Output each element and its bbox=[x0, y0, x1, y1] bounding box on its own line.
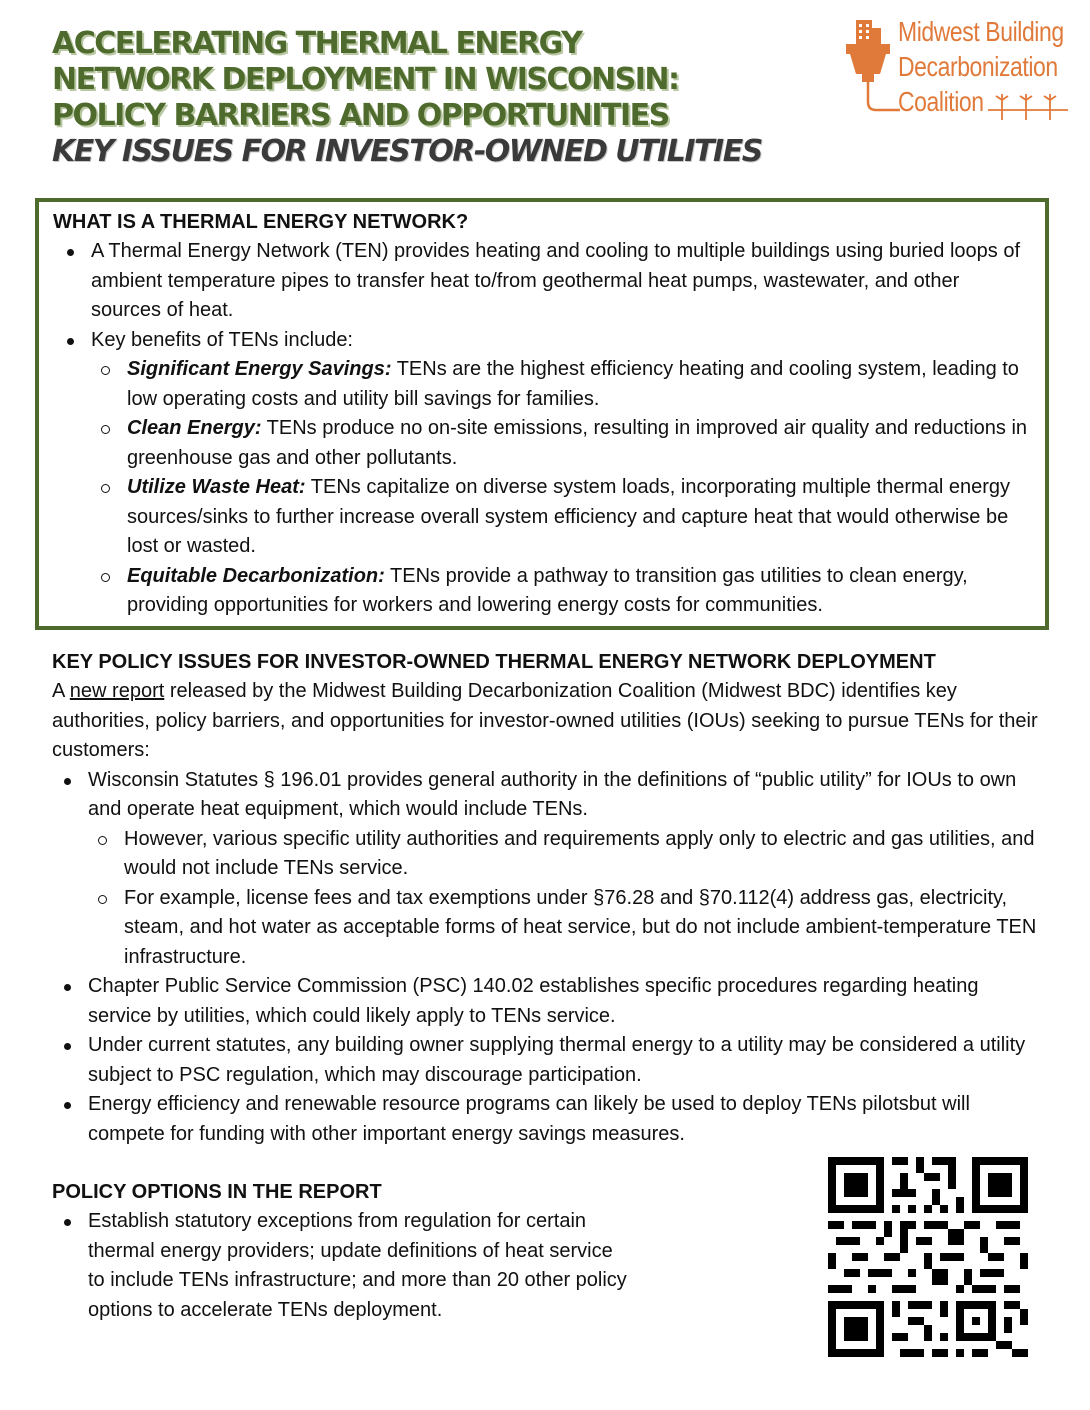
list-item: Wisconsin Statutes § 196.01 provides general authority in the definitions of “public utility” for IOUs to own and operate heat equipment, which would include TENs. bbox=[52, 766, 1047, 825]
list-item: Energy efficiency and renewable resource programs can likely be used to deploy TENs pilotsbut will compete for funding with other important energy savings measures. bbox=[52, 1090, 1047, 1149]
benefit-item bbox=[53, 473, 1031, 562]
logo-line-1: Midwest Building bbox=[898, 16, 1064, 47]
list-item: Under current statutes, any building owner supplying thermal energy to a utility may be considered a utility subject to PSC regulation, which may discourage participation. bbox=[52, 1031, 1047, 1090]
qr-code-icon[interactable] bbox=[828, 1157, 1028, 1357]
policy-issues-intro: A new report released by the Midwest Building Decarbonization Coalition (Midwest BDC) identifies key authorities, policy barriers, and opportunities for investor-owned utilities (IOUs) seeking to pursue TENs for their customers: bbox=[52, 680, 1038, 761]
benefit-item bbox=[53, 562, 1031, 621]
list-item: Establish statutory exceptions from regulation for certain thermal energy providers; update definitions of heat service to include TENs infrastructure; and more than 20 other policy options to accelerate TENs deployment. bbox=[52, 1207, 627, 1325]
benefit-text: TENs provide a pathway to transition gas utilities to clean energy, providing opportunities for workers and lowering energy costs for communities. bbox=[127, 564, 968, 616]
title-line-3: POLICY BARRIERS AND OPPORTUNITIES bbox=[52, 98, 669, 133]
benefit-term: Significant Energy Savings: bbox=[127, 358, 392, 380]
logo-line-3: Coalition bbox=[898, 86, 984, 117]
what-is-heading: WHAT IS A THERMAL ENERGY NETWORK? bbox=[53, 211, 469, 233]
benefit-term: Clean Energy: bbox=[127, 417, 262, 439]
benefit-item bbox=[53, 414, 1031, 473]
benefit-text: TENs are the highest efficiency heating and cooling system, leading to low operating costs and utility bill savings for families. bbox=[127, 358, 1019, 410]
logo-line-2: Decarbonization bbox=[898, 51, 1058, 82]
policy-issues-section bbox=[52, 648, 1047, 1149]
benefit-text: TENs produce no on-site emissions, resulting in improved air quality and reductions in greenhouse gas and other pollutants. bbox=[127, 417, 1028, 469]
plug-building-icon bbox=[842, 14, 902, 124]
title-line-1: ACCELERATING THERMAL ENERGY bbox=[52, 26, 582, 61]
policy-issues-list bbox=[52, 766, 1047, 1150]
benefit-term: Equitable Decarbonization: bbox=[127, 564, 385, 587]
new-report-link[interactable]: new report bbox=[69, 680, 165, 702]
benefit-item bbox=[53, 355, 1031, 414]
policy-options-section bbox=[52, 1178, 627, 1325]
policy-issues-heading: KEY POLICY ISSUES FOR INVESTOR-OWNED THERMAL ENERGY NETWORK DEPLOYMENT bbox=[52, 651, 936, 673]
what-is-ten-box bbox=[35, 198, 1049, 630]
what-is-list bbox=[53, 237, 1031, 621]
subtitle: KEY ISSUES FOR INVESTOR-OWNED UTILITIES bbox=[52, 134, 762, 169]
policy-options-list bbox=[52, 1207, 627, 1325]
list-item: A Thermal Energy Network (TEN) provides heating and cooling to multiple buildings using buried loops of ambient temperature pipes to transfer heat to/from geothermal heat pumps, wastewater, and other sources of heat. bbox=[53, 237, 1031, 326]
benefit-text: TENs capitalize on diverse system loads, incorporating multiple thermal energy sources/sinks to further increase overall system efficiency and capture heat that would otherwise be lost or wasted. bbox=[127, 476, 1010, 557]
coalition-logo bbox=[842, 14, 1072, 124]
list-item: Key benefits of TENs include: bbox=[53, 326, 1031, 356]
sub-list-item: However, various specific utility authorities and requirements apply only to electric and gas utilities, and would not include TENs service. bbox=[52, 825, 1047, 884]
policy-options-heading: POLICY OPTIONS IN THE REPORT bbox=[52, 1181, 382, 1203]
title-line-2: NETWORK DEPLOYMENT IN WISCONSIN: bbox=[52, 62, 679, 97]
benefit-term: Utilize Waste Heat: bbox=[127, 476, 306, 498]
list-item: Chapter Public Service Commission (PSC) 140.02 establishes specific procedures regarding heating service by utilities, which could likely apply to TENs service. bbox=[52, 972, 1047, 1031]
wind-turbine-icons bbox=[988, 94, 1068, 120]
title-block bbox=[52, 26, 832, 170]
sub-list-item: For example, license fees and tax exemptions under §76.28 and §70.112(4) address gas, electricity, steam, and hot water as acceptable forms of heat service, but do not include ambient-temperature TEN infrastructure. bbox=[52, 884, 1047, 973]
